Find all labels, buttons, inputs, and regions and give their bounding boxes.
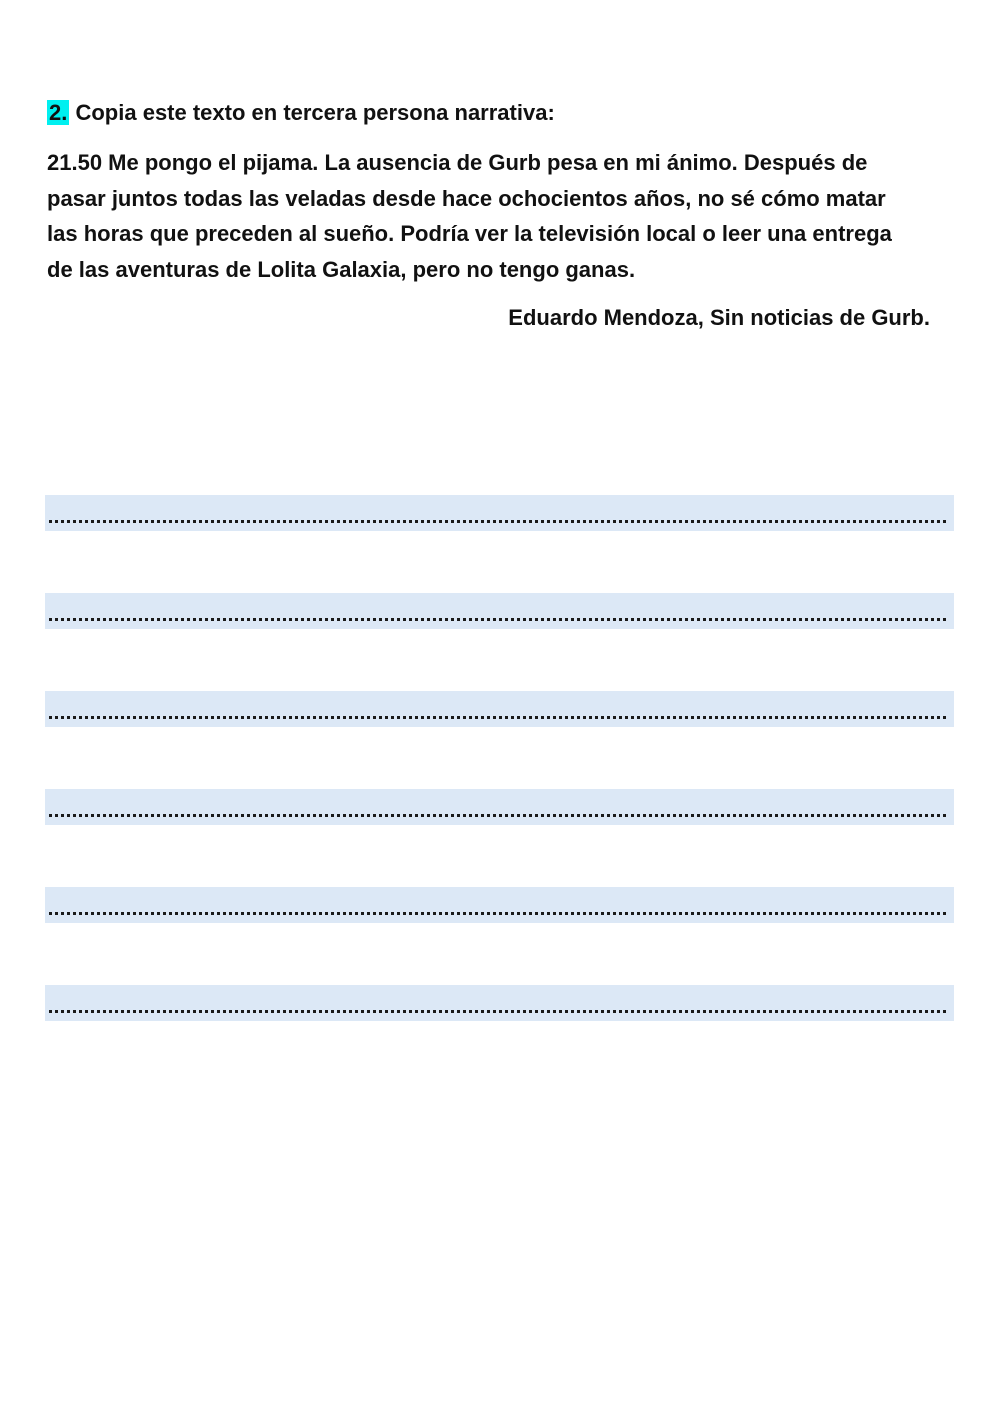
source-passage bbox=[47, 145, 967, 287]
passage-line: pasar juntos todas las veladas desde hace ochocientos años, no sé cómo matar bbox=[47, 185, 886, 211]
exercise-heading bbox=[47, 97, 555, 129]
exercise-number: 2. bbox=[49, 100, 68, 125]
answer-line-1[interactable] bbox=[45, 495, 954, 531]
dotted-rule bbox=[49, 716, 946, 719]
passage-line: 21.50 Me pongo el pijama. La ausencia de Gurb pesa en mi ánimo. Después de bbox=[47, 150, 868, 175]
passage-citation: Eduardo Mendoza, Sin noticias de Gurb. bbox=[508, 305, 930, 330]
dotted-rule bbox=[49, 814, 946, 817]
passage-line: de las aventuras de Lolita Galaxia, pero no tengo ganas. bbox=[47, 256, 636, 282]
answer-line-5[interactable] bbox=[45, 887, 954, 923]
answer-area bbox=[45, 495, 954, 1083]
passage-line: las horas que preceden al sueño. Podría ver la televisión local o leer una entrega bbox=[47, 221, 892, 246]
answer-line-3[interactable] bbox=[45, 691, 954, 727]
dotted-rule bbox=[49, 1010, 946, 1013]
dotted-rule bbox=[49, 520, 946, 523]
answer-line-6[interactable] bbox=[45, 985, 954, 1021]
dotted-rule bbox=[49, 912, 946, 915]
answer-line-2[interactable] bbox=[45, 593, 954, 629]
answer-line-4[interactable] bbox=[45, 789, 954, 825]
dotted-rule bbox=[49, 618, 946, 621]
exercise-instruction: Copia este texto en tercera persona narrativa: bbox=[75, 100, 555, 125]
